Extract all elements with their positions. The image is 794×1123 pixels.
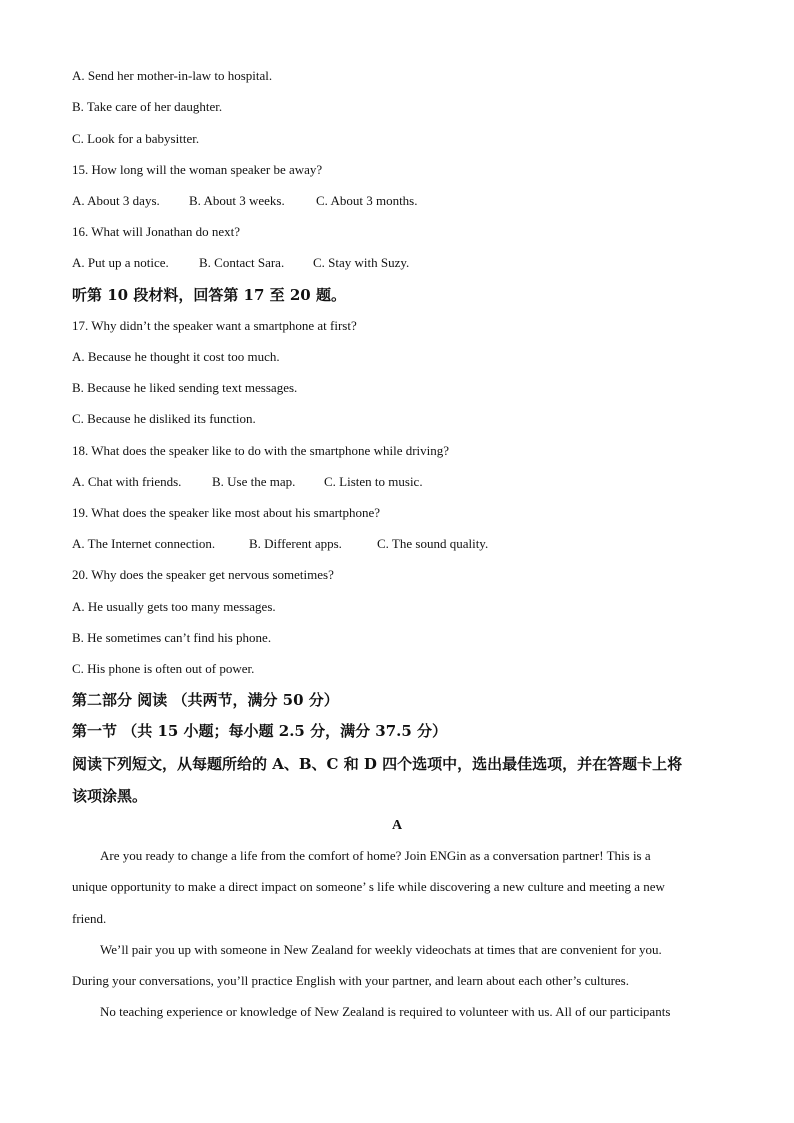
q14-option-b: B. Take care of her daughter. — [72, 99, 223, 114]
q20-option-c: C. His phone is often out of power. — [72, 661, 255, 676]
passage-label: A — [391, 818, 403, 833]
passage-line-6: No teaching experience or knowledge of New Zealand is required to volunteer with us. All of our participants — [100, 1004, 671, 1019]
q17-option-b: B. Because he liked sending text messages. — [72, 380, 298, 395]
q19-option-b: B. Different apps. — [249, 536, 342, 551]
q18-options — [72, 474, 423, 490]
q15-question: 15. How long will the woman speaker be away? — [72, 162, 323, 177]
passage-line-5: During your conversations, you’ll practice English with your partner, and learn about each other’s cultures. — [72, 973, 629, 988]
instruction-line-2: 该项涂黑。 — [72, 787, 148, 805]
q17-option-a: A. Because he thought it cost too much. — [72, 349, 280, 364]
q19-option-c: C. The sound quality. — [377, 536, 489, 551]
q14-option-c: C. Look for a babysitter. — [72, 131, 200, 146]
q18-option-c: C. Listen to music. — [324, 474, 423, 489]
passage-line-4: We’ll pair you up with someone in New Zealand for weekly videochats at times that are convenient for you. — [100, 942, 662, 957]
section10-heading: 听第 10 段材料，回答第 17 至 20 题。 — [72, 286, 346, 304]
q18-question: 18. What does the speaker like to do with the smartphone while driving? — [72, 443, 450, 458]
q15-option-b: B. About 3 weeks. — [189, 193, 285, 208]
q19-question: 19. What does the speaker like most about his smartphone? — [72, 505, 381, 520]
q19-option-a: A. The Internet connection. — [72, 536, 216, 551]
q16-option-a: A. Put up a notice. — [72, 255, 169, 270]
passage-line-3: friend. — [72, 911, 107, 926]
part2-heading: 第二部分 阅读 （共两节，满分 50 分） — [72, 691, 339, 709]
q18-option-a: A. Chat with friends. — [72, 474, 182, 489]
q16-options — [72, 255, 409, 271]
q16-option-b: B. Contact Sara. — [199, 255, 285, 270]
q20-option-b: B. He sometimes can’t find his phone. — [72, 630, 272, 645]
q17-question: 17. Why didn’t the speaker want a smartphone at first? — [72, 318, 357, 333]
q15-option-a: A. About 3 days. — [72, 193, 160, 208]
q16-option-c: C. Stay with Suzy. — [313, 255, 410, 270]
q17-option-c: C. Because he disliked its function. — [72, 411, 256, 426]
q15-options — [72, 193, 418, 209]
q14-option-a: A. Send her mother-in-law to hospital. — [72, 68, 273, 83]
q20-option-a: A. He usually gets too many messages. — [72, 599, 276, 614]
q16-question: 16. What will Jonathan do next? — [72, 224, 241, 239]
q15-option-c: C. About 3 months. — [316, 193, 418, 208]
section1-heading: 第一节 （共 15 小题；每小题 2.5 分，满分 37.5 分） — [72, 722, 448, 740]
q18-option-b: B. Use the map. — [212, 474, 296, 489]
q19-options — [72, 536, 488, 552]
q20-question: 20. Why does the speaker get nervous sometimes? — [72, 567, 334, 582]
instruction-line-1: 阅读下列短文，从每题所给的 A、B、C 和 D 四个选项中，选出最佳选项，并在答题卡上将 — [72, 755, 683, 773]
passage-line-2: unique opportunity to make a direct impact on someone’ s life while discovering a new culture and meeting a new — [72, 879, 665, 894]
passage-line-1: Are you ready to change a life from the comfort of home? Join ENGin as a conversation partner! This is a — [100, 848, 651, 863]
